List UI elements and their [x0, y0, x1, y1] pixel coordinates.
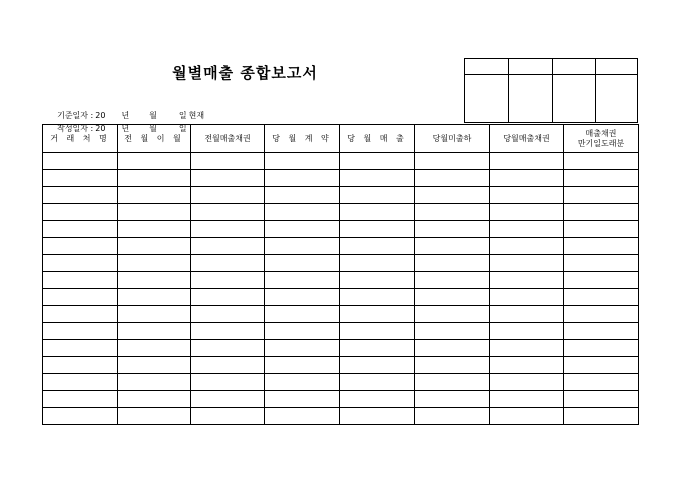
table-cell[interactable]	[118, 170, 191, 187]
table-cell[interactable]	[191, 255, 265, 272]
table-header-row	[43, 125, 639, 153]
table-cell[interactable]	[265, 170, 340, 187]
table-cell[interactable]	[415, 170, 490, 187]
table-cell[interactable]	[43, 357, 118, 374]
table-cell[interactable]	[43, 204, 118, 221]
table-cell[interactable]	[490, 204, 564, 221]
base-date-day-unit: 일	[178, 111, 187, 120]
table-row	[43, 221, 639, 238]
base-date-label: 기준일자 :	[57, 111, 94, 120]
table-cell[interactable]	[118, 221, 191, 238]
table-cell[interactable]	[415, 255, 490, 272]
table-cell[interactable]	[265, 153, 340, 170]
table-row	[43, 204, 639, 221]
table-cell[interactable]	[564, 323, 639, 340]
table-cell[interactable]	[191, 408, 265, 425]
table-row	[43, 323, 639, 340]
table-cell[interactable]	[265, 340, 340, 357]
table-cell[interactable]	[490, 408, 564, 425]
table-row	[43, 187, 639, 204]
table-body	[43, 153, 639, 425]
table-cell[interactable]	[43, 255, 118, 272]
write-date-year-prefix: 20	[95, 124, 106, 133]
table-cell[interactable]	[191, 204, 265, 221]
table-cell[interactable]	[118, 153, 191, 170]
document-title: 월별매출 종합보고서	[172, 64, 318, 82]
table-cell[interactable]	[191, 238, 265, 255]
base-date-suffix: 현재	[188, 111, 205, 120]
write-date-day-unit: 일	[178, 124, 187, 133]
approval-divider	[552, 59, 553, 122]
table-cell[interactable]	[265, 204, 340, 221]
table-cell[interactable]	[43, 238, 118, 255]
table-cell[interactable]	[43, 306, 118, 323]
table-cell[interactable]	[340, 306, 415, 323]
table-cell[interactable]	[191, 340, 265, 357]
table-cell[interactable]	[265, 323, 340, 340]
table-row	[43, 340, 639, 357]
table-cell[interactable]	[490, 272, 564, 289]
table-cell[interactable]	[118, 306, 191, 323]
table-row	[43, 357, 639, 374]
table-cell[interactable]	[340, 238, 415, 255]
header-month-contracts: 당 월 계 약	[265, 125, 340, 153]
table-cell[interactable]	[490, 357, 564, 374]
table-cell[interactable]	[490, 289, 564, 306]
table-cell[interactable]	[43, 221, 118, 238]
header-receivables-maturity-line1: 매출채권	[585, 128, 617, 138]
table-cell[interactable]	[564, 374, 639, 391]
table-cell[interactable]	[43, 374, 118, 391]
table-cell[interactable]	[43, 391, 118, 408]
table-cell[interactable]	[564, 408, 639, 425]
table-cell[interactable]	[415, 289, 490, 306]
table-cell[interactable]	[490, 255, 564, 272]
table-cell[interactable]	[415, 238, 490, 255]
table-cell[interactable]	[415, 340, 490, 357]
table-cell[interactable]	[118, 238, 191, 255]
table-cell[interactable]	[118, 204, 191, 221]
table-cell[interactable]	[564, 204, 639, 221]
table-cell[interactable]	[265, 187, 340, 204]
table-cell[interactable]	[415, 187, 490, 204]
table-cell[interactable]	[265, 238, 340, 255]
table-cell[interactable]	[118, 408, 191, 425]
table-cell[interactable]	[191, 170, 265, 187]
table-cell[interactable]	[43, 340, 118, 357]
report-table	[42, 124, 639, 425]
table-row	[43, 170, 639, 187]
table-cell[interactable]	[118, 289, 191, 306]
table-cell[interactable]	[265, 255, 340, 272]
table-cell[interactable]	[564, 306, 639, 323]
table-cell[interactable]	[43, 323, 118, 340]
table-cell[interactable]	[415, 204, 490, 221]
approval-header-divider	[465, 74, 637, 75]
write-date-year-unit: 년	[121, 124, 130, 133]
table-cell[interactable]	[564, 221, 639, 238]
table-cell[interactable]	[43, 170, 118, 187]
table-cell[interactable]	[118, 391, 191, 408]
table-row	[43, 391, 639, 408]
table-cell[interactable]	[191, 221, 265, 238]
table-cell[interactable]	[340, 408, 415, 425]
table-cell[interactable]	[191, 357, 265, 374]
header-client-name: 거 래 처 명	[43, 125, 118, 153]
table-cell[interactable]	[118, 357, 191, 374]
table-cell[interactable]	[340, 153, 415, 170]
table-cell[interactable]	[340, 374, 415, 391]
table-cell[interactable]	[191, 306, 265, 323]
table-cell[interactable]	[43, 187, 118, 204]
table-cell[interactable]	[43, 408, 118, 425]
table-cell[interactable]	[564, 357, 639, 374]
table-cell[interactable]	[191, 153, 265, 170]
table-row	[43, 408, 639, 425]
table-cell[interactable]	[415, 272, 490, 289]
table-cell[interactable]	[191, 272, 265, 289]
table-cell[interactable]	[340, 357, 415, 374]
table-cell[interactable]	[340, 170, 415, 187]
table-cell[interactable]	[340, 289, 415, 306]
table-cell[interactable]	[490, 153, 564, 170]
table-cell[interactable]	[43, 153, 118, 170]
table-cell[interactable]	[415, 323, 490, 340]
table-cell[interactable]	[415, 391, 490, 408]
table-cell[interactable]	[340, 323, 415, 340]
table-cell[interactable]	[340, 187, 415, 204]
header-receivables-maturity-line2: 만기일도래분	[577, 138, 625, 148]
table-cell[interactable]	[415, 153, 490, 170]
table-row	[43, 289, 639, 306]
table-cell[interactable]	[118, 255, 191, 272]
base-date-month-unit: 월	[149, 111, 157, 120]
header-month-sales: 당 월 매 출	[340, 125, 415, 153]
table-cell[interactable]	[340, 272, 415, 289]
table-cell[interactable]	[490, 340, 564, 357]
header-month-unshipped: 당월미출하	[415, 125, 490, 153]
table-cell[interactable]	[265, 221, 340, 238]
table-cell[interactable]	[415, 221, 490, 238]
table-cell[interactable]	[490, 238, 564, 255]
header-prev-month-carryover: 전 월 이 월	[118, 125, 191, 153]
table-cell[interactable]	[265, 408, 340, 425]
table-row	[43, 255, 639, 272]
table-row	[43, 153, 639, 170]
table-cell[interactable]	[191, 323, 265, 340]
table-cell[interactable]	[191, 374, 265, 391]
table-cell[interactable]	[564, 238, 639, 255]
table-cell[interactable]	[564, 340, 639, 357]
table-cell[interactable]	[490, 374, 564, 391]
table-cell[interactable]	[340, 221, 415, 238]
header-receivables-maturity	[564, 125, 639, 153]
table-row	[43, 272, 639, 289]
write-date-label: 작성일자 :	[57, 124, 94, 133]
table-cell[interactable]	[490, 187, 564, 204]
table-cell[interactable]	[265, 306, 340, 323]
table-cell[interactable]	[490, 323, 564, 340]
table-cell[interactable]	[340, 255, 415, 272]
table-cell[interactable]	[490, 306, 564, 323]
table-cell[interactable]	[118, 340, 191, 357]
table-cell[interactable]	[415, 306, 490, 323]
table-cell[interactable]	[490, 221, 564, 238]
table-cell[interactable]	[490, 391, 564, 408]
approval-box	[464, 58, 638, 123]
table-cell[interactable]	[415, 374, 490, 391]
table-cell[interactable]	[265, 374, 340, 391]
table-cell[interactable]	[265, 391, 340, 408]
approval-divider	[508, 59, 509, 122]
table-cell[interactable]	[191, 187, 265, 204]
table-cell[interactable]	[340, 340, 415, 357]
table-cell[interactable]	[265, 289, 340, 306]
header-prev-month-receivables: 전월매출채권	[191, 125, 265, 153]
table-cell[interactable]	[564, 255, 639, 272]
table-cell[interactable]	[415, 357, 490, 374]
table-cell[interactable]	[118, 374, 191, 391]
table-cell[interactable]	[265, 357, 340, 374]
header-month-receivables: 당월매출채권	[490, 125, 564, 153]
table-row	[43, 374, 639, 391]
table-cell[interactable]	[43, 289, 118, 306]
table-cell[interactable]	[340, 204, 415, 221]
table-cell[interactable]	[564, 170, 639, 187]
table-cell[interactable]	[490, 170, 564, 187]
base-date-year-prefix: 20	[95, 111, 106, 120]
table-cell[interactable]	[191, 391, 265, 408]
table-cell[interactable]	[43, 272, 118, 289]
table-cell[interactable]	[415, 408, 490, 425]
table-cell[interactable]	[340, 391, 415, 408]
table-cell[interactable]	[265, 272, 340, 289]
table-row	[43, 306, 639, 323]
table-cell[interactable]	[564, 289, 639, 306]
table-row	[43, 238, 639, 255]
table-cell[interactable]	[564, 272, 639, 289]
table-cell[interactable]	[564, 391, 639, 408]
table-cell[interactable]	[118, 323, 191, 340]
base-date-year-unit: 년	[121, 111, 130, 120]
table-cell[interactable]	[191, 289, 265, 306]
table-cell[interactable]	[564, 187, 639, 204]
write-date-month-unit: 월	[149, 124, 157, 133]
table-cell[interactable]	[564, 153, 639, 170]
table-cell[interactable]	[118, 187, 191, 204]
table-cell[interactable]	[118, 272, 191, 289]
approval-divider	[595, 59, 596, 122]
